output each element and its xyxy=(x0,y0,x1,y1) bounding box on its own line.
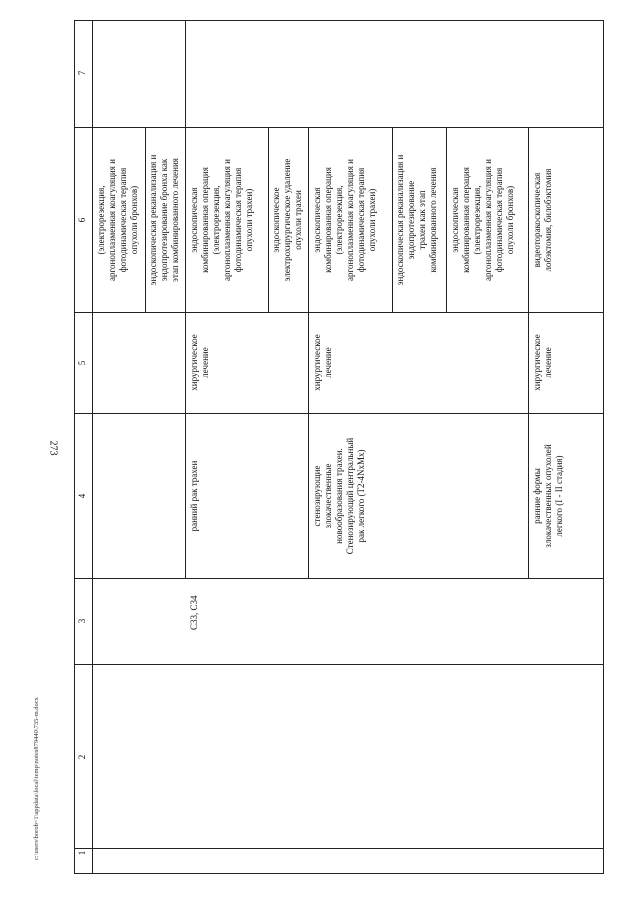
row-divider xyxy=(528,127,529,579)
page-number: 273 xyxy=(47,440,59,456)
column-divider xyxy=(74,664,603,665)
method-cell: эндоскопическая реканализация и эндопротезирование бронха как этап комбинированного лечения xyxy=(148,154,180,286)
row-divider xyxy=(392,127,393,313)
table-border-right xyxy=(603,20,604,874)
column-divider xyxy=(74,578,603,579)
table-border-left xyxy=(74,20,75,874)
column-number: 5 xyxy=(77,360,87,366)
row-divider xyxy=(268,127,269,313)
method-cell: эндоскопическая реканализация и эндопротезирование трахеи как этап комбинированного лечения xyxy=(395,154,438,286)
column-number: 4 xyxy=(77,493,87,499)
header-divider xyxy=(92,20,93,874)
table-border-top xyxy=(74,20,603,21)
method-cell: эндоскопическая комбинированная операция (электрорезекция, аргоноплазменная коагуляция и фотодинамическая терапия опухоли трахеи) xyxy=(312,159,377,281)
column-number: 2 xyxy=(77,754,87,760)
column-divider xyxy=(74,312,603,313)
method-cell: эндоскопическая комбинированная операция (электрорезекция, аргоноплазменная коагуляция и фотодинамическая терапия опухоли трахеи) xyxy=(189,159,254,281)
treatment-cell: хирургическое лечение xyxy=(312,334,333,391)
row-divider xyxy=(145,127,146,313)
row-divider xyxy=(308,127,309,579)
footer-file-path: c:\users\borob~1\appdata\local\temp\notes879440\735-m.docx xyxy=(33,697,40,860)
treatment-cell: хирургическое лечение xyxy=(189,334,210,391)
diagnosis-cell: ранние формы злокачественных опухолей легкого (I - II стадия) xyxy=(532,444,564,548)
icd-code-cell: C33, C34 xyxy=(189,595,199,630)
method-cell: (электрорезекция, аргоноплазменная коагуляция и фотодинамическая терапия опухоли бронхов) xyxy=(96,159,139,281)
method-cell: эндоскопическое электрохирургическое удаление опухоли трахеи xyxy=(271,158,303,282)
method-cell: видеоторакоскопическая лобэктомия, билобэктомия xyxy=(532,168,553,272)
diagnosis-cell: ранний рак трахеи xyxy=(189,460,199,532)
column-divider xyxy=(74,848,603,849)
column-number: 6 xyxy=(77,217,87,223)
column-number: 1 xyxy=(77,850,87,856)
table-border-bottom xyxy=(74,873,603,874)
column-number: 7 xyxy=(77,70,87,76)
row-divider xyxy=(185,20,186,579)
method-cell: эндоскопическая комбинированная операция (электрорезекция, аргоноплазменная коагуляция и фотодинамическая терапия опухоли бронхов) xyxy=(450,159,515,281)
row-divider xyxy=(446,127,447,313)
diagnosis-cell: стенозирующие злокачественные новообразования трахеи. Стенозирующий центральный рак легкого (T2-4NxMx) xyxy=(312,437,366,555)
column-number: 3 xyxy=(77,618,87,624)
treatment-cell: хирургическое лечение xyxy=(532,334,553,391)
